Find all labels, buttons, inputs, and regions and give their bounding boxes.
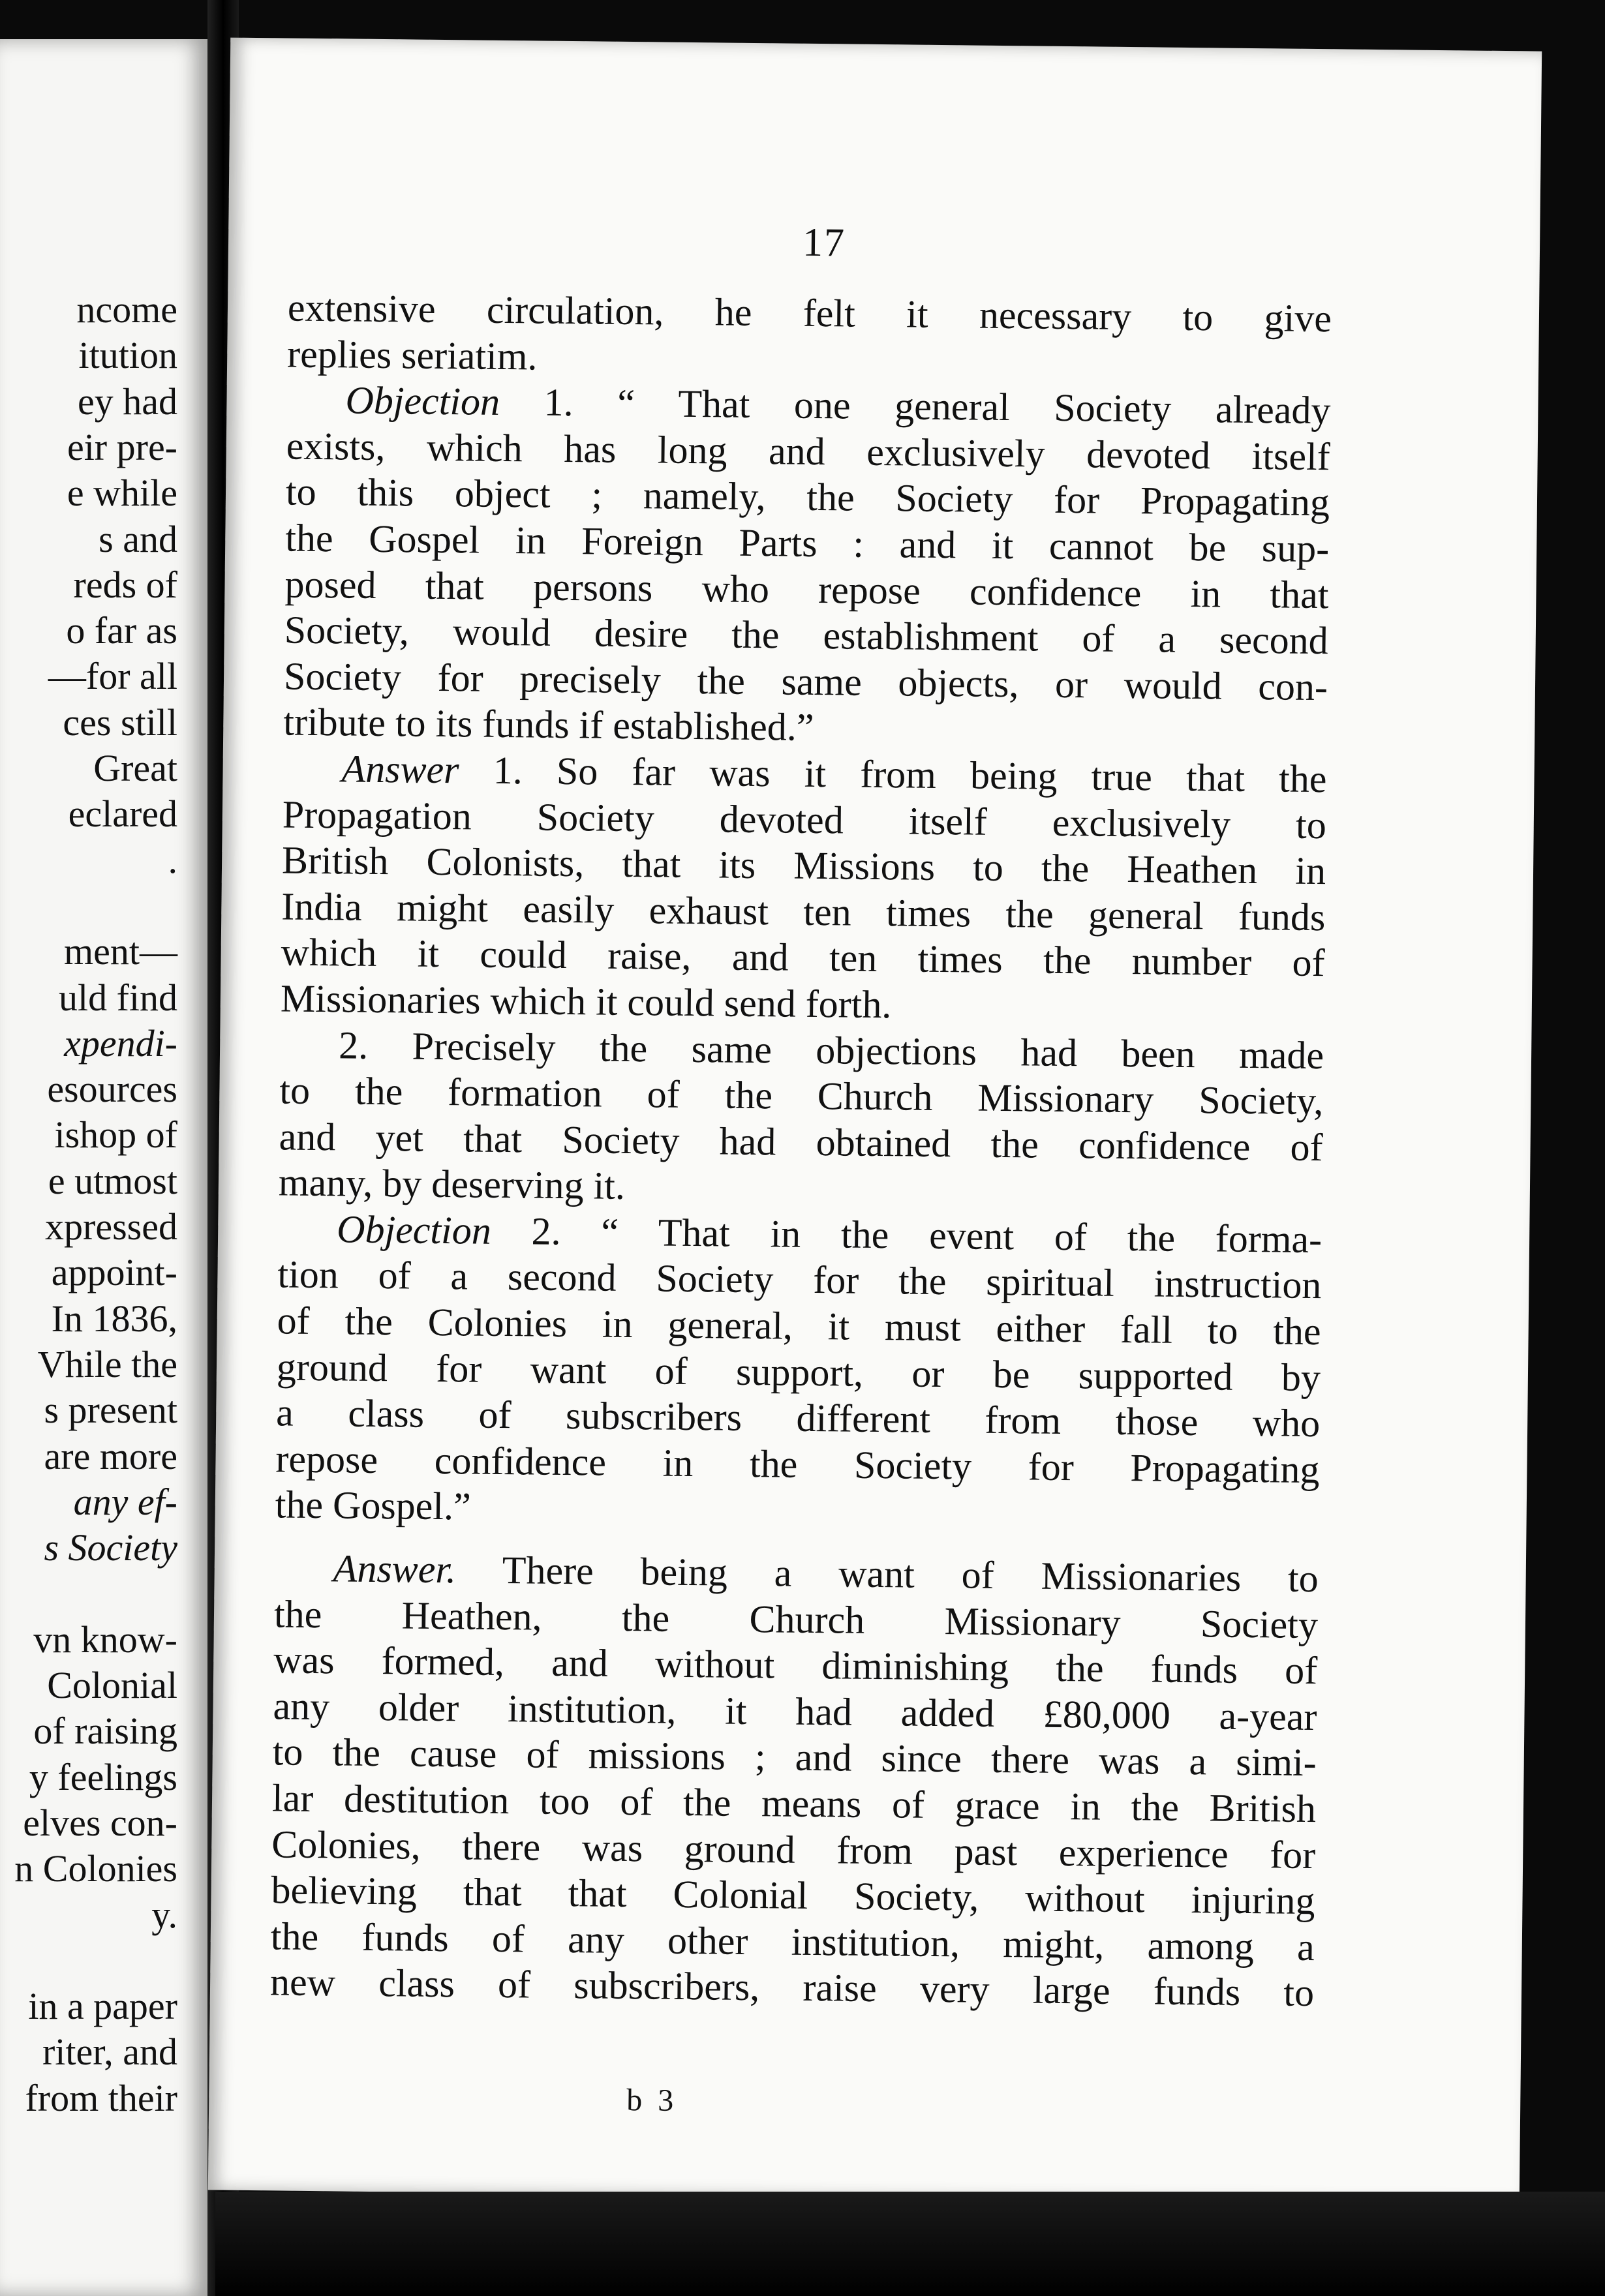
line-text: any older institution, it had added £80,000 a-year <box>273 1684 1317 1738</box>
line-text: repose confidence in the Society for Propagating <box>275 1437 1320 1492</box>
line-text: many, by deserving it. <box>278 1160 626 1208</box>
line-text: of the Colonies in general, it must either fall to the <box>277 1299 1321 1353</box>
left-page-line: s and <box>99 517 177 560</box>
left-page-line: e while <box>67 472 177 515</box>
line-text: to the formation of the Church Missionary Society, <box>279 1068 1324 1123</box>
left-page-line: y feelings <box>29 1755 177 1798</box>
left-page-line: riter, and <box>42 2031 177 2074</box>
left-page-line: of raising <box>33 1710 177 1753</box>
line-text: Colonies, there was ground from past experience for <box>271 1822 1316 1877</box>
line-text: Propagation Society devoted itself exclusively to <box>282 792 1327 847</box>
line-text: extensive circulation, he felt it necessary to give <box>287 286 1332 340</box>
left-page-line: n Colonies <box>14 1847 177 1890</box>
line-text: the funds of any other institution, might, among a <box>270 1914 1315 1969</box>
left-page-line: Great <box>93 747 177 789</box>
left-page-line: eclared <box>68 793 177 836</box>
left-page-line: s Society <box>44 1526 177 1569</box>
line-text: a class of subscribers different from those who <box>275 1391 1321 1445</box>
page-number: 17 <box>802 220 846 265</box>
left-page-line: s present <box>44 1389 177 1432</box>
line-text: the Heathen, the Church Missionary Society <box>273 1592 1319 1646</box>
left-page-line: xpendi- <box>64 1021 177 1065</box>
right-page <box>208 38 1542 2204</box>
section-label: Objection <box>345 378 500 424</box>
line-text: posed that persons who repose confidence in that <box>284 562 1329 616</box>
line-text: British Colonists, that its Missions to the Heathen in <box>281 838 1326 893</box>
line-text: 1. “ That one general Society already <box>499 380 1331 432</box>
line-text: believing that that Colonial Society, without injuring <box>271 1868 1315 1923</box>
left-page-line: vn know- <box>33 1618 177 1661</box>
left-page-line: elves con- <box>23 1801 177 1844</box>
left-page-line: any ef- <box>73 1480 177 1523</box>
left-page-line: Colonial <box>47 1664 177 1706</box>
line-text: to this object ; namely, the Society for Propagating <box>285 470 1330 524</box>
left-page-line: reds of <box>73 563 177 606</box>
line-text: tion of a second Society for the spiritual instruction <box>277 1252 1322 1307</box>
left-page-line: ment— <box>64 930 177 973</box>
left-page-line: appoint- <box>51 1251 177 1294</box>
line-text: and yet that Society had obtained the confidence of <box>279 1115 1323 1169</box>
line-text: to the cause of missions ; and since there was a simi- <box>272 1730 1317 1785</box>
line-text: replies seriatim. <box>286 332 538 378</box>
line-text: tribute to its funds if established.” <box>283 700 814 749</box>
line-text: was formed, and without diminishing the funds of <box>273 1638 1318 1693</box>
line-text: 2. “ That in the event of the forma- <box>491 1209 1322 1261</box>
left-page-line: ey had <box>78 380 177 423</box>
left-page-line: —for all <box>48 655 177 698</box>
line-text: which it could raise, and ten times the number of <box>281 930 1325 985</box>
section-label: Answer <box>341 747 459 792</box>
line-text: ground for want of support, or be supported by <box>276 1345 1321 1399</box>
line-text: lar destitution too of the means of grace in the British <box>271 1776 1317 1831</box>
left-page-line: In 1836, <box>51 1297 177 1340</box>
line-text: Society, would desire the establishment of a second <box>284 608 1329 663</box>
left-page-line: ces still <box>63 701 177 744</box>
signature-mark: b 3 <box>626 2083 678 2118</box>
left-page-line: ncome <box>76 288 177 331</box>
line-text: 1. So far was it from being true that the <box>459 748 1327 801</box>
scan-edge-shadow <box>215 2192 1605 2296</box>
left-page-line: xpressed <box>45 1205 177 1248</box>
line-text: India might easily exhaust ten times the general funds <box>281 884 1326 939</box>
left-page-line: . <box>168 838 177 881</box>
line-text: Society for precisely the same objects, or would con- <box>283 654 1328 708</box>
section-label: Answer. <box>333 1547 457 1592</box>
line-text: new class of subscribers, raise very large funds to <box>269 1960 1315 2015</box>
left-page-line: from their <box>25 2076 177 2119</box>
left-page-line: ishop of <box>54 1113 177 1156</box>
line-text: exists, which has long and exclusively devoted itself <box>286 424 1331 479</box>
left-page-fragment <box>0 39 207 2296</box>
left-page-line: in a paper <box>28 1985 177 2028</box>
left-page-line: esources <box>47 1068 177 1111</box>
left-page-line: e utmost <box>48 1159 177 1202</box>
left-page-line: eir pre- <box>67 425 177 468</box>
left-page-line: uld find <box>58 976 177 1019</box>
line-text: the Gospel.” <box>275 1483 472 1528</box>
line-text: Missionaries which it could send forth. <box>280 976 892 1027</box>
left-page-line: Vhile the <box>37 1342 177 1385</box>
left-page-line: itution <box>78 334 177 377</box>
left-page-line: y. <box>151 1893 177 1936</box>
left-page-line: o far as <box>66 609 177 652</box>
line-text: 2. Precisely the same objections had been made <box>338 1023 1324 1077</box>
line-text: the Gospel in Foreign Parts : and it cannot be sup- <box>284 516 1330 571</box>
line-text: There being a want of Missionaries to <box>455 1548 1319 1601</box>
body-text <box>270 285 1332 2017</box>
left-page-line: are more <box>44 1434 177 1477</box>
section-label: Objection <box>336 1207 492 1252</box>
